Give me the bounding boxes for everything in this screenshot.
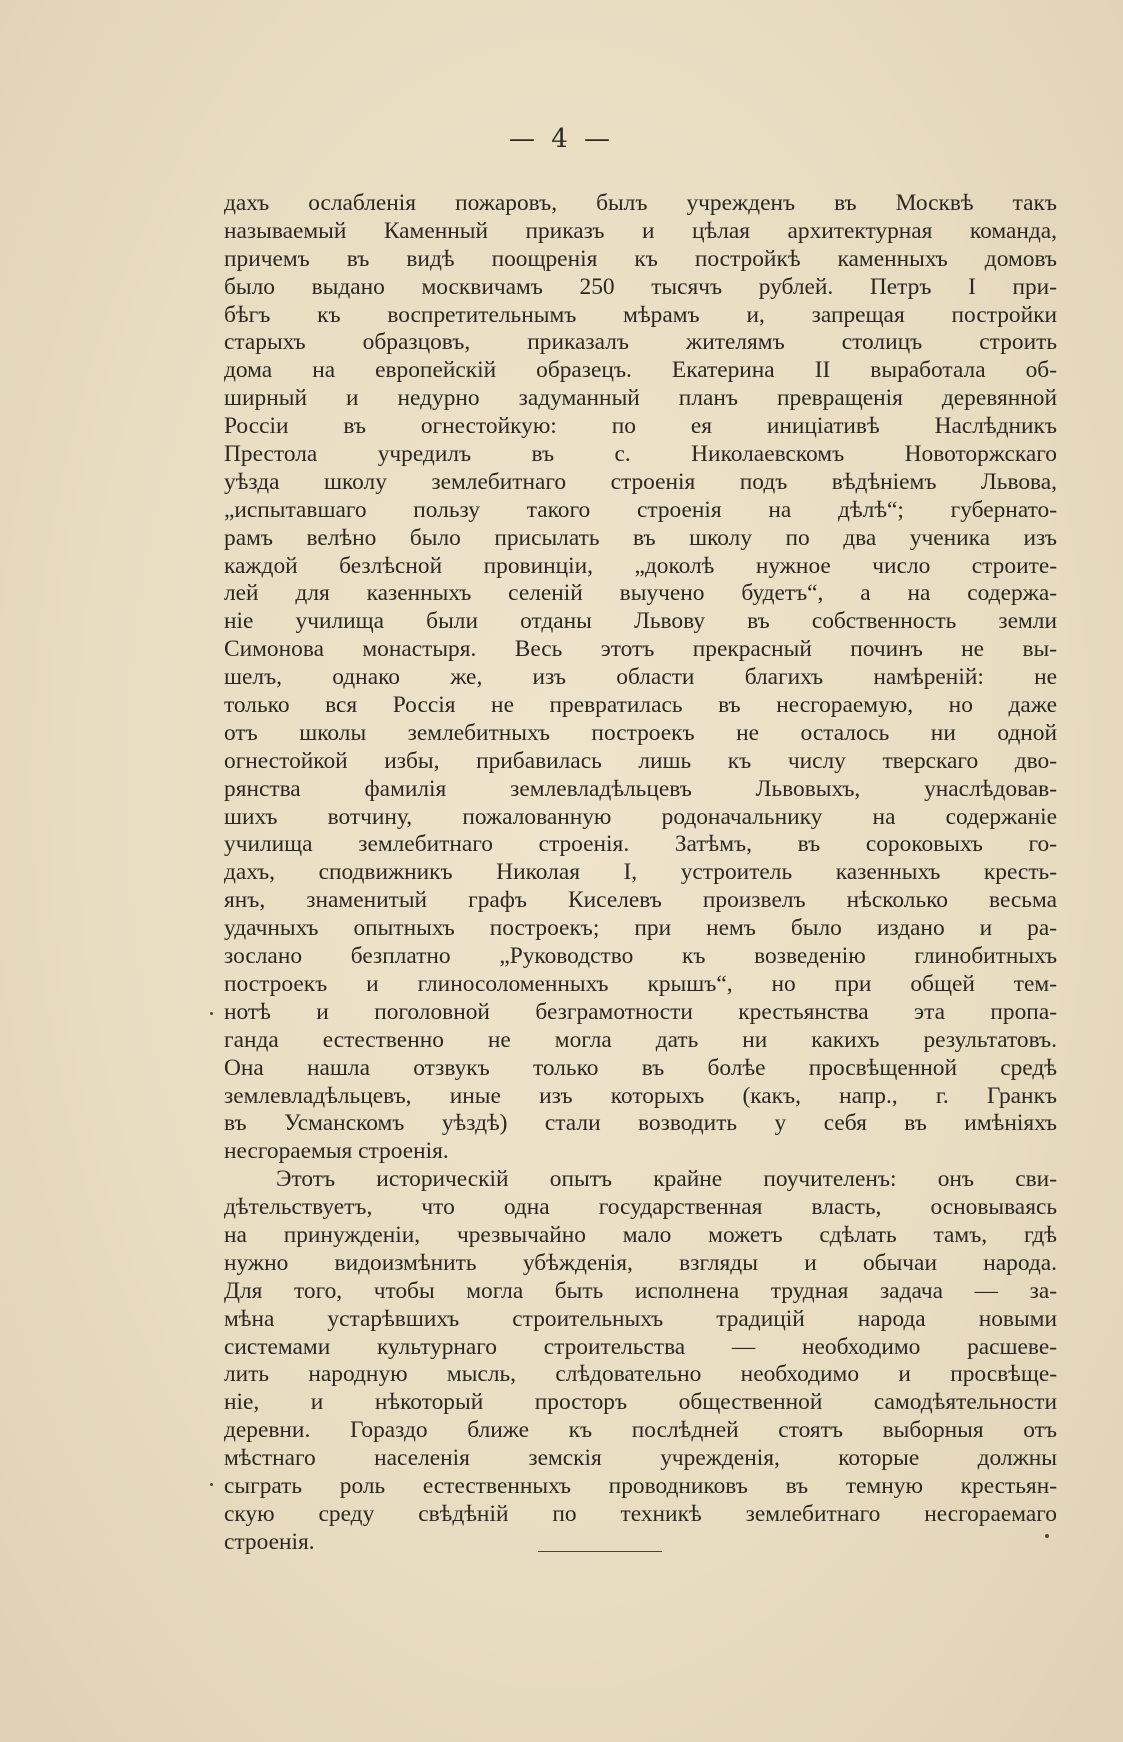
text-line: ніе училища были отданы Львову въ собственность земли — [224, 608, 1057, 635]
text-line: зослано безплатно „Руководство къ возведенію глинобитныхъ — [224, 943, 1057, 970]
text-line: уѣзда школу землебитнаго строенія подъ вѣдѣніемъ Львова, — [224, 468, 1057, 495]
text-line: построекъ и глиносоломенныхъ крышъ“, но при общей тем- — [224, 970, 1057, 997]
text-line: было выдано москвичамъ 250 тысячъ рублей. Петръ I при- — [224, 273, 1057, 300]
text-line: строенія. — [224, 1528, 315, 1555]
text-line: на принужденіи, чрезвычайно мало можетъ сдѣлать тамъ, гдѣ — [224, 1221, 1057, 1248]
text-line: причемъ въ видѣ поощренія къ постройкѣ каменныхъ домовъ — [224, 245, 1057, 272]
text-line: землевладѣльцевъ, иные изъ которыхъ (какъ, напр., г. Гранкъ — [224, 1082, 1057, 1109]
print-speck — [1045, 1534, 1049, 1538]
text-line: Россіи въ огнестойкую: по ея иниціативѣ Наслѣдникъ — [224, 413, 1057, 440]
text-line: дахъ, сподвижникъ Николая I, устроитель казенныхъ кресть- — [224, 859, 1057, 886]
text-line: въ Усманскомъ уѣздѣ) стали возводить у себя въ имѣніяхъ — [224, 1110, 1057, 1137]
text-line: старыхъ образцовъ, приказалъ жителямъ столицъ строить — [224, 329, 1057, 356]
text-line: „испытавшаго пользу такого строенія на дѣлѣ“; губернато- — [224, 496, 1057, 523]
text-line: Для того, чтобы могла быть исполнена трудная задача — за- — [224, 1277, 1057, 1304]
text-line: огнестойкой избы, прибавилась лишь къ числу тверскаго дво- — [224, 747, 1057, 774]
text-line: Она нашла отзвукъ только въ болѣе просвѣщенной средѣ — [224, 1054, 1057, 1081]
text-line: нотѣ и поголовной безграмотности крестьянства эта пропа- — [224, 998, 1057, 1025]
text-line: только вся Россія не превратилась въ несгораемую, но даже — [224, 692, 1057, 719]
text-line: рянства фамилія землевладѣльцевъ Львовыхъ, унаслѣдовав- — [224, 775, 1057, 802]
text-line: мѣстнаго населенія земскія учрежденія, которые должны — [224, 1445, 1057, 1472]
print-speck — [210, 1483, 213, 1486]
text-line: лей для казенныхъ селеній выучено будетъ“, а на содержа- — [224, 580, 1057, 607]
text-line: системами культурнаго строительства — необходимо расшеве- — [224, 1333, 1057, 1360]
print-speck — [210, 1012, 213, 1015]
text-line: ніе, и нѣкоторый просторъ общественной самодѣятельности — [224, 1389, 1057, 1416]
body-text — [224, 190, 1057, 1557]
text-line: отъ школы землебитныхъ построекъ не осталось ни одной — [224, 719, 1057, 746]
text-line: Этотъ историческій опытъ крайне поучителенъ: онъ сви- — [276, 1166, 1057, 1193]
text-line: скую среду свѣдѣній по техникѣ землебитнаго несгораемаго — [224, 1500, 1057, 1527]
text-line: удачныхъ опытныхъ построекъ; при немъ было издано и ра- — [224, 915, 1057, 942]
text-line: Престола учредилъ въ с. Николаевскомъ Новоторжскаго — [224, 441, 1057, 468]
text-line: несгораемыя строенія. — [224, 1138, 449, 1165]
text-line: дахъ ослабленія пожаровъ, былъ учрежденъ въ Москвѣ такъ — [224, 190, 1057, 216]
paragraph — [224, 1166, 1057, 1556]
page-number: — 4 — — [508, 124, 615, 154]
text-line: деревни. Гораздо ближе къ послѣдней стоятъ выборныя отъ — [224, 1417, 1057, 1444]
text-line: дома на европейскій образецъ. Екатерина II выработала об- — [224, 357, 1057, 384]
text-line: бѣгъ къ воспретительнымъ мѣрамъ и, запрещая постройки — [224, 301, 1057, 328]
text-line: дѣтельствуетъ, что одна государственная власть, основываясь — [224, 1194, 1057, 1221]
text-line: ширный и недурно задуманный планъ превращенія деревянной — [224, 385, 1057, 412]
text-line: Симонова монастыря. Весь этотъ прекрасный починъ не вы- — [224, 636, 1057, 663]
text-line: янъ, знаменитый графъ Киселевъ произвелъ нѣсколько весьма — [224, 887, 1057, 914]
text-line: училища землебитнаго строенія. Затѣмъ, въ сороковыхъ го- — [224, 831, 1057, 858]
paragraph — [224, 190, 1057, 1166]
end-rule — [538, 1551, 662, 1552]
text-line: называемый Каменный приказъ и цѣлая архитектурная команда, — [224, 217, 1057, 244]
text-line: шелъ, однако же, изъ области благихъ намѣреній: не — [224, 664, 1057, 691]
text-line: шихъ вотчину, пожалованную родоначальнику на содержаніе — [224, 803, 1057, 830]
text-line: мѣна устарѣвшихъ строительныхъ традицій народа новыми — [224, 1305, 1057, 1332]
text-line: рамъ велѣно было присылать въ школу по два ученика изъ — [224, 524, 1057, 551]
text-line: ганда естественно не могла дать ни какихъ результатовъ. — [224, 1026, 1057, 1053]
text-line: лить народную мысль, слѣдовательно необходимо и просвѣще- — [224, 1361, 1057, 1388]
text-line: сыграть роль естественныхъ проводниковъ въ темную крестьян- — [224, 1472, 1057, 1499]
text-line: каждой безлѣсной провинціи, „доколѣ нужное число строите- — [224, 552, 1057, 579]
text-line: нужно видоизмѣнить убѣжденія, взгляды и обычаи народа. — [224, 1249, 1057, 1276]
